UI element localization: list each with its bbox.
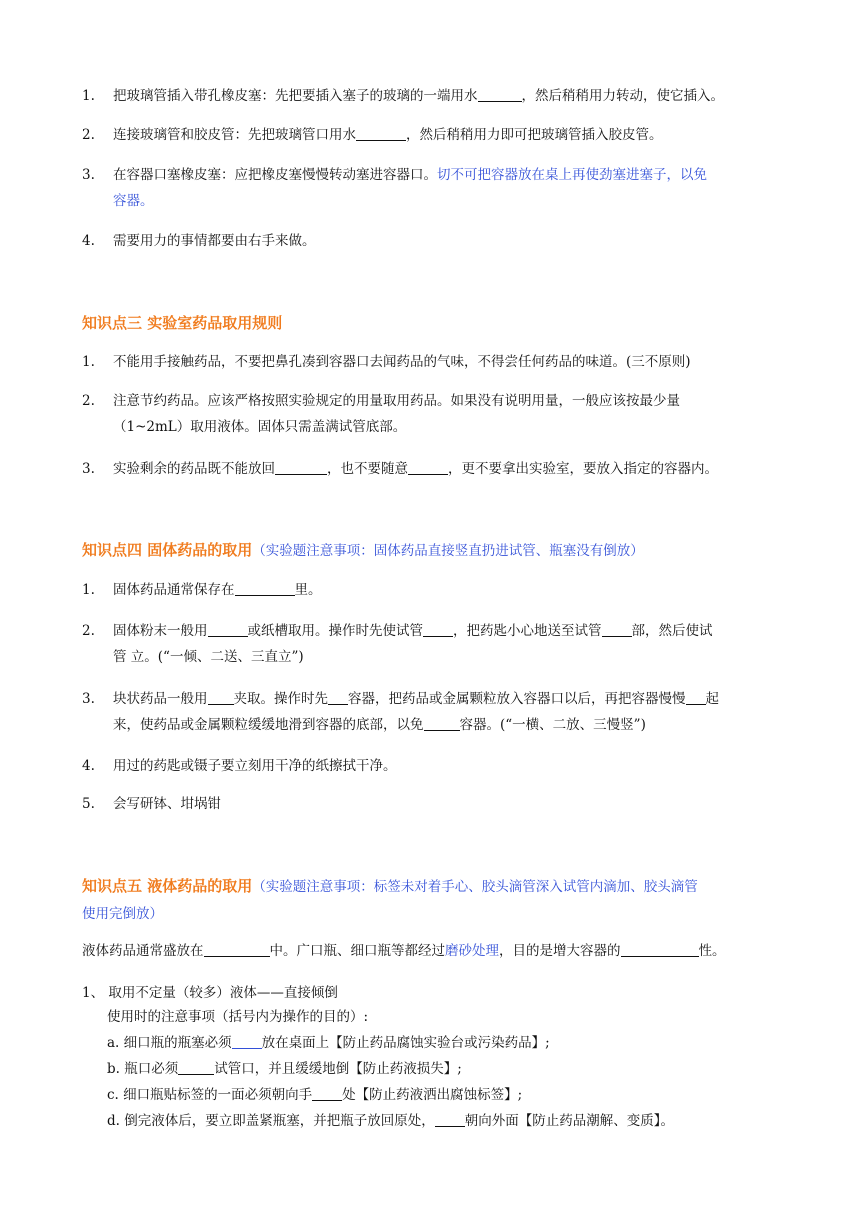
item-text: 固体粉末一般用: [113, 623, 208, 639]
list-item: [107, 1030, 777, 1056]
list-item: [107, 1108, 777, 1134]
fill-blank: [686, 689, 706, 705]
item-text: 在容器口塞橡皮塞：应把橡皮塞慢慢转动塞进容器口。: [113, 167, 437, 183]
fill-blank: [424, 715, 460, 731]
fill-blank: [275, 459, 327, 475]
item-text: 块状药品一般用: [113, 691, 208, 707]
section-heading: 知识点三 实验室药品取用规则: [82, 314, 283, 332]
item-text: 处【防止药液洒出腐蚀标签】;: [342, 1087, 523, 1103]
section-note: （实验题注意事项：固体药品直接竖直扔进试管、瓶塞没有倒放）: [252, 543, 644, 559]
item-text: 管 立。(“一倾、二送、三直立”): [113, 649, 304, 665]
item-text: d. 倒完液体后，要立即盖紧瓶塞，并把瓶子放回原处，: [107, 1113, 435, 1129]
item-text: 部，然后使试: [631, 623, 713, 639]
section-title: 知识点四 固体药品的取用: [82, 541, 253, 559]
item-number: 3.: [82, 461, 95, 477]
highlight-text: 容器。: [113, 193, 154, 209]
item-number: 2.: [82, 623, 95, 639]
item-text: ，把药匙小心地送至试管: [453, 623, 602, 639]
highlight-text: 磨砂处理: [445, 943, 499, 959]
item-text: 起: [705, 691, 719, 707]
fill-blank: [204, 941, 270, 957]
paragraph-text: ，目的是增大容器的: [499, 943, 621, 959]
list-item: [107, 1056, 777, 1082]
item-text: ，然后稍稍用力转动，使它插入。: [521, 88, 724, 104]
item-number: 1.: [82, 582, 95, 598]
list-item: [107, 1082, 777, 1108]
item-number: 4.: [82, 758, 95, 774]
fill-blank: [328, 689, 348, 705]
item-text: 把玻璃管插入带孔橡皮塞：先把要插入塞子的玻璃的一端用水: [113, 88, 478, 104]
fill-blank: [435, 1111, 465, 1127]
item-text: 需要用力的事情都要由右手来做。: [113, 233, 316, 249]
item-text: ，然后稍稍用力即可把玻璃管插入胶皮管。: [406, 127, 663, 143]
item-text: 容器，把药品或金属颗粒放入容器口以后，再把容器慢慢: [348, 691, 686, 707]
paragraph: [82, 938, 782, 964]
section-heading: [82, 873, 782, 927]
item-text: ，更不要拿出实验室，要放入指定的容器内。: [448, 461, 718, 477]
item-text: 夹取。操作时先: [233, 691, 328, 707]
fill-blank: [478, 86, 522, 102]
fill-blank: [602, 621, 632, 637]
item-text: 朝向外面【防止药品潮解、变质】。: [464, 1113, 674, 1129]
fill-blank: [356, 125, 406, 141]
subheading: 1、 取用不定量（较多）液体——直接倾倒: [82, 985, 338, 1001]
item-number: 1.: [82, 88, 95, 104]
item-text: 实验剩余的药品既不能放回: [113, 461, 275, 477]
item-text: 不能用手接触药品，不要把鼻孔凑到容器口去闻药品的气味，不得尝任何药品的味道。(三不原则): [113, 354, 691, 370]
subheading-note: 使用时的注意事项（括号内为操作的目的）:: [107, 1009, 369, 1025]
item-text: a. 细口瓶的瓶塞必须: [107, 1035, 232, 1051]
item-number: 4.: [82, 233, 95, 249]
item-number: 1.: [82, 354, 95, 370]
item-text: 容器。(“一横、二放、三慢竖”): [459, 717, 646, 733]
item-text: 或纸槽取用。操作时先使试管: [247, 623, 423, 639]
section-note: 使用完倒放）: [82, 906, 163, 922]
item-text: 试管口，并且缓缓地倒【防止药液损失】;: [214, 1061, 462, 1077]
item-text: 用过的药匙或镊子要立刻用干净的纸擦拭干净。: [113, 758, 397, 774]
item-number: 3.: [82, 167, 95, 183]
fill-blank: [312, 1085, 342, 1101]
fill-blank: [235, 580, 295, 596]
fill-blank: [408, 459, 448, 475]
item-number: 2.: [82, 127, 95, 143]
fill-blank: [178, 1059, 214, 1075]
item-number: 5.: [82, 796, 95, 812]
item-text: 固体药品通常保存在: [113, 582, 235, 598]
section-heading: [82, 537, 644, 564]
paragraph-text: 液体药品通常盛放在: [82, 943, 204, 959]
fill-blank: [621, 941, 699, 957]
item-text: 放在桌面上【防止药品腐蚀实验台或污染药品】;: [261, 1035, 550, 1051]
fill-blank: [208, 689, 234, 705]
item-text: 注意节约药品。应该严格按照实验规定的用量取用药品。如果没有说明用量，一般应该按最少量: [113, 393, 680, 409]
item-text: c. 细口瓶贴标签的一面必须朝向手: [107, 1087, 313, 1103]
item-text: 来，使药品或金属颗粒缓缓地滑到容器的底部，以免: [113, 717, 424, 733]
fill-blank: [232, 1033, 262, 1049]
paragraph-text: 中。广口瓶、细口瓶等都经过: [269, 943, 445, 959]
item-number: 2.: [82, 393, 95, 409]
fill-blank: [208, 621, 248, 637]
fill-blank: [423, 621, 453, 637]
item-text: 会写研钵、坩埚钳: [113, 796, 221, 812]
item-text: 连接玻璃管和胶皮管：先把玻璃管口用水: [113, 127, 356, 143]
item-text: b. 瓶口必须: [107, 1061, 179, 1077]
item-text: （1~2mL）取用液体。固体只需盖满试管底部。: [113, 419, 407, 435]
highlight-text: 切不可把容器放在桌上再使劲塞进塞子，以免: [437, 167, 707, 183]
item-text: 里。: [294, 582, 322, 598]
section-title: 知识点五 液体药品的取用: [82, 877, 253, 895]
item-number: 3.: [82, 691, 95, 707]
paragraph-text: 性。: [698, 943, 726, 959]
section-note: （实验题注意事项：标签未对着手心、胶头滴管深入试管内滴加、胶头滴管: [252, 879, 698, 895]
item-text: ，也不要随意: [327, 461, 408, 477]
